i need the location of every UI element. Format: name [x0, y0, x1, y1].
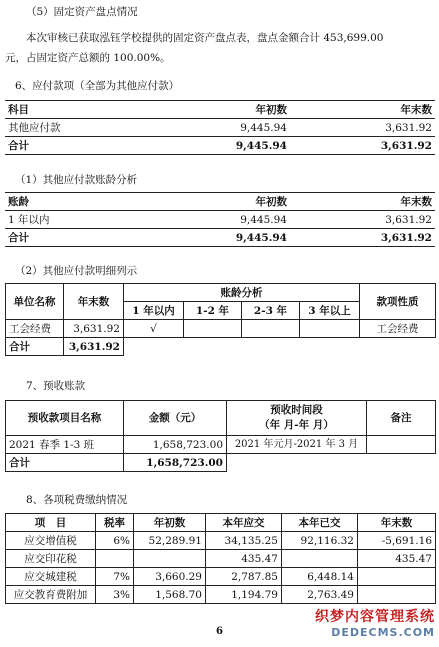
empty-cell — [360, 338, 436, 356]
row-end: 3,631.92 — [64, 320, 124, 338]
row-item: 2021 春季 1-3 班 — [6, 436, 124, 454]
empty-cell — [227, 454, 367, 472]
table-row — [6, 532, 436, 550]
row-paid — [282, 550, 358, 568]
header-period-line2: （年 月-年 月） — [259, 419, 334, 431]
row-rate: 3% — [96, 586, 134, 604]
empty-cell — [367, 454, 436, 472]
row-remark — [367, 436, 436, 454]
table-header-row — [5, 101, 435, 119]
table-row — [6, 586, 436, 604]
payables-table — [5, 100, 435, 155]
table-total-row — [6, 454, 436, 472]
section-5-title: （5）固定资产盘点情况 — [26, 6, 138, 18]
tax-table — [5, 513, 436, 604]
header-due: 本年应交 — [206, 514, 282, 532]
section-6-1-title: （1）其他应付款账龄分析 — [15, 174, 138, 186]
header-paid: 本年已交 — [282, 514, 358, 532]
row-end: 3,631.92 — [290, 119, 435, 137]
header-bucket: 1 年以内 — [124, 302, 184, 320]
header-remark: 备注 — [367, 401, 436, 436]
header-period — [227, 401, 367, 436]
section-8-title: 8、各项税费缴纳情况 — [26, 494, 128, 506]
table-row — [6, 320, 436, 338]
row-due: 1,194.79 — [206, 586, 282, 604]
row-end: 435.47 — [358, 550, 436, 568]
table-row — [5, 211, 435, 229]
row-bucket — [184, 320, 242, 338]
row-start: 9,445.94 — [155, 119, 290, 137]
row-label: 1 年以内 — [5, 211, 155, 229]
section-5-paragraph-line2: 元，占固定资产总额的 100.00%。 — [5, 52, 171, 64]
aging-table — [5, 192, 435, 247]
empty-cell — [242, 338, 300, 356]
row-period: 2021 年元月-2021 年 3 月 — [227, 436, 367, 454]
row-due: 2,787.85 — [206, 568, 282, 586]
row-label: 其他应付款 — [5, 119, 155, 137]
watermark-url: DEDECMS.COM — [331, 626, 435, 639]
header-rate: 税率 — [96, 514, 134, 532]
row-end: 3,631.92 — [290, 137, 435, 155]
row-end — [358, 568, 436, 586]
row-paid: 92,116.32 — [282, 532, 358, 550]
header-start: 年初数 — [134, 514, 206, 532]
header-aging: 账龄分析 — [124, 284, 360, 302]
header-end: 年末数 — [64, 284, 124, 320]
header-amount: 金额（元） — [124, 401, 227, 436]
table-header-row — [6, 284, 436, 302]
header-nature: 款项性质 — [360, 284, 436, 320]
section-5-paragraph-line1: 本次审核已获取泓钰学校提供的固定资产盘点表，盘点金额合计 453,699.00 — [26, 32, 384, 44]
table-row — [6, 550, 436, 568]
row-end: 3,631.92 — [64, 338, 124, 356]
row-start: 52,289.91 — [134, 532, 206, 550]
row-amount: 1,658,723.00 — [124, 454, 227, 472]
row-start: 9,445.94 — [155, 229, 290, 247]
detail-table — [5, 283, 436, 356]
row-due: 34,135.25 — [206, 532, 282, 550]
row-label: 合计 — [5, 137, 155, 155]
table-total-row — [5, 229, 435, 247]
row-item: 应交增值税 — [6, 532, 96, 550]
header-start: 年初数 — [155, 101, 290, 119]
header-bucket: 3 年以上 — [300, 302, 360, 320]
row-paid: 6,448.14 — [282, 568, 358, 586]
header-item: 预收款项目名称 — [6, 401, 124, 436]
row-bucket — [242, 320, 300, 338]
row-rate: 6% — [96, 532, 134, 550]
table-row — [6, 436, 436, 454]
empty-cell — [184, 338, 242, 356]
row-nature: 工会经费 — [360, 320, 436, 338]
table-total-row — [5, 137, 435, 155]
section-6-title: 6、应付款项（全部为其他应付款） — [15, 80, 180, 92]
table-header-row — [5, 193, 435, 211]
row-start: 9,445.94 — [155, 211, 290, 229]
header-item: 项 目 — [6, 514, 96, 532]
page-number: 6 — [216, 626, 223, 637]
row-due: 435.47 — [206, 550, 282, 568]
row-rate — [96, 550, 134, 568]
header-bucket: 2-3 年 — [242, 302, 300, 320]
header-end: 年末数 — [358, 514, 436, 532]
table-header-row — [6, 401, 436, 436]
header-start: 年初数 — [155, 193, 290, 211]
row-label: 合计 — [5, 229, 155, 247]
row-item: 应交城建税 — [6, 568, 96, 586]
table-row — [6, 568, 436, 586]
row-start: 9,445.94 — [155, 137, 290, 155]
row-end — [358, 586, 436, 604]
watermark-title: 织梦内容管理系统 — [315, 609, 435, 625]
section-7-title: 7、预收账款 — [26, 380, 86, 392]
empty-cell — [124, 338, 184, 356]
row-start: 1,568.70 — [134, 586, 206, 604]
header-unit: 单位名称 — [6, 284, 64, 320]
row-start: 3,660.29 — [134, 568, 206, 586]
section-6-2-title: （2）其他应付款明细列示 — [15, 265, 138, 277]
row-item: 应交印花税 — [6, 550, 96, 568]
row-bucket — [300, 320, 360, 338]
table-header-row — [6, 514, 436, 532]
row-item: 合计 — [6, 454, 124, 472]
header-aging: 账龄 — [5, 193, 155, 211]
row-unit: 合计 — [6, 338, 64, 356]
table-row — [5, 119, 435, 137]
row-end: 3,631.92 — [290, 211, 435, 229]
row-paid: 2,763.49 — [282, 586, 358, 604]
header-bucket: 1-2 年 — [184, 302, 242, 320]
row-unit: 工会经费 — [6, 320, 64, 338]
header-subject: 科目 — [5, 101, 155, 119]
row-amount: 1,658,723.00 — [124, 436, 227, 454]
header-period-line1: 预收时间段 — [270, 404, 323, 416]
row-end: 3,631.92 — [290, 229, 435, 247]
row-rate: 7% — [96, 568, 134, 586]
check-mark: √ — [124, 320, 184, 338]
table-total-row — [6, 338, 436, 356]
row-item: 应交教育费附加 — [6, 586, 96, 604]
row-start — [134, 550, 206, 568]
header-end: 年末数 — [290, 101, 435, 119]
empty-cell — [300, 338, 360, 356]
advance-receipts-table — [5, 400, 436, 472]
header-end: 年末数 — [290, 193, 435, 211]
row-end: -5,691.16 — [358, 532, 436, 550]
